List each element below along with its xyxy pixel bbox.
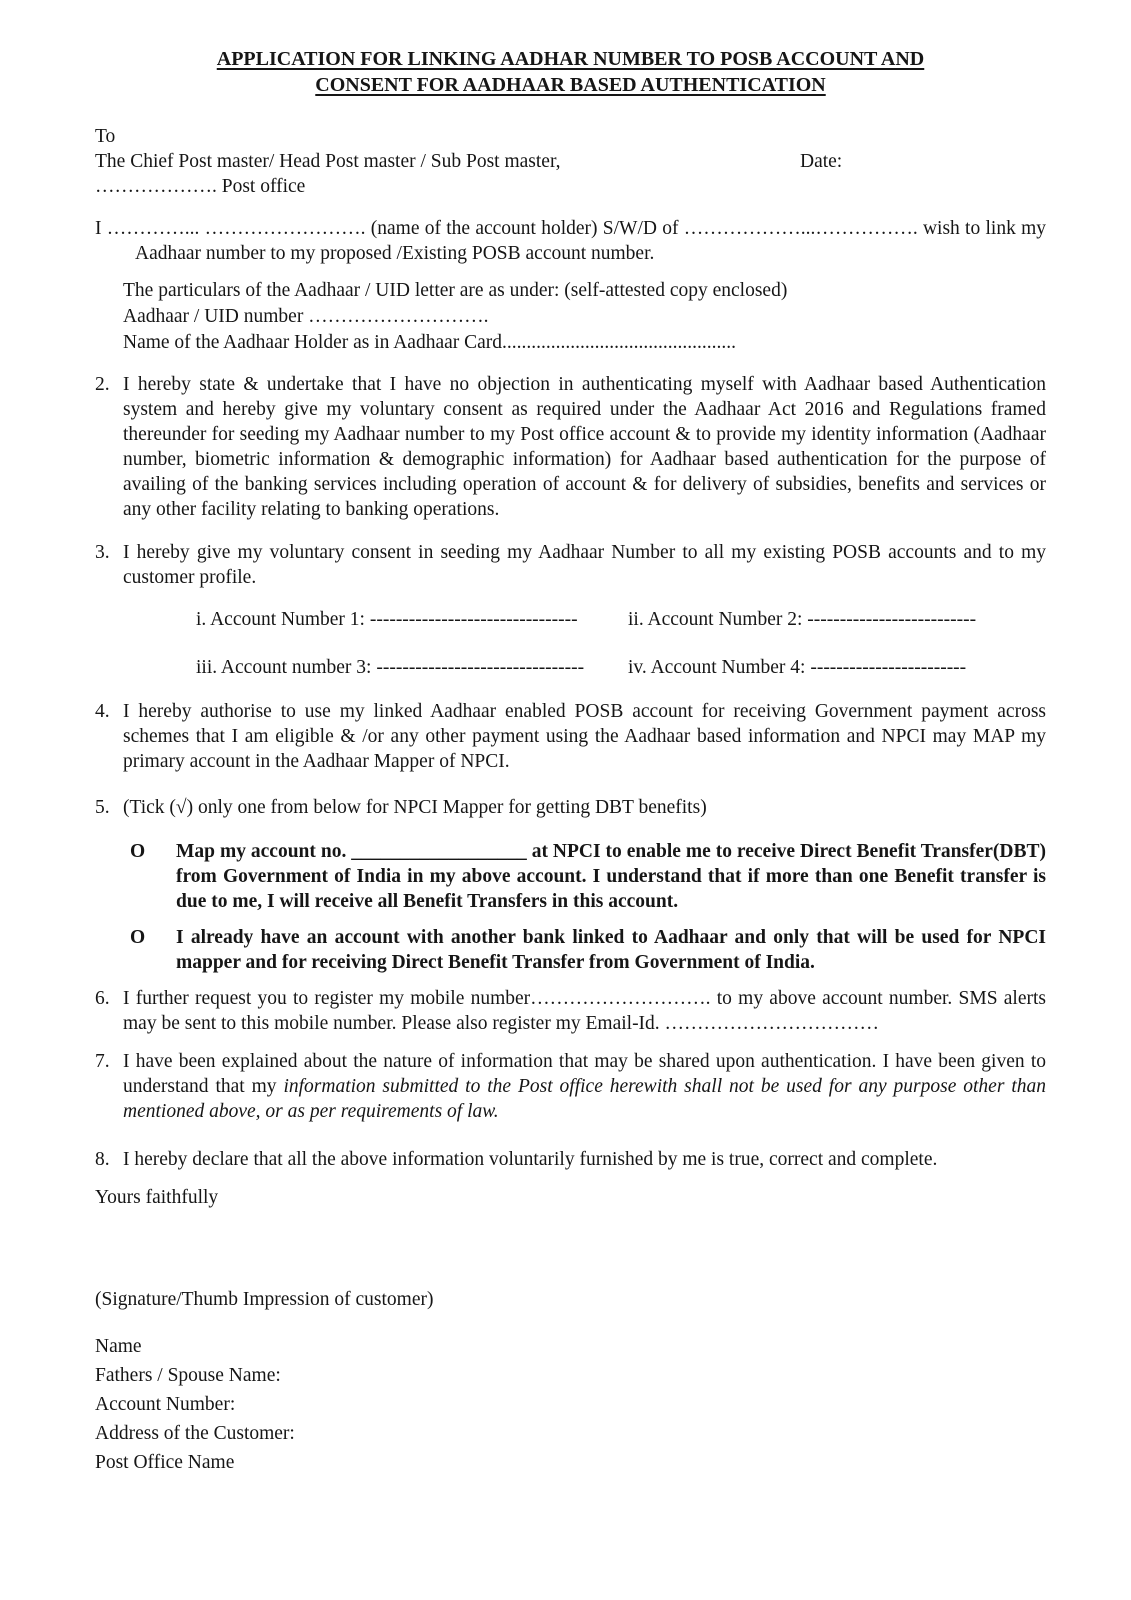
particulars-intro: The particulars of the Aadhaar / UID letter are as under: (self-attested copy enclosed) bbox=[123, 280, 788, 301]
clause-3-seeding-consent bbox=[95, 540, 1046, 590]
clause-1-account-holder: I …………... ……………………. (name of the account holder) S/W/D of ………………...……………. wish to link my Aadhaar number to my proposed /Existing POSB account number. bbox=[95, 218, 1046, 264]
form-title bbox=[95, 46, 1046, 98]
form-title-line1: APPLICATION FOR LINKING AADHAR NUMBER TO POSB ACCOUNT AND bbox=[216, 48, 925, 70]
account-number-2-field: ii. Account Number 2: -------------------------- bbox=[628, 609, 977, 630]
field-father-spouse-name: Fathers / Spouse Name: bbox=[95, 1365, 281, 1386]
account-numbers-row-2 bbox=[95, 655, 1046, 680]
clause-5-tick-instruction bbox=[95, 795, 1046, 820]
addressee-row bbox=[95, 149, 1046, 174]
clause-8-number: 8. bbox=[95, 1149, 110, 1170]
account-number-3-field: iii. Account number 3: -------------------------------- bbox=[196, 657, 585, 678]
clause-3-number: 3. bbox=[95, 542, 110, 563]
field-address-of-customer: Address of the Customer: bbox=[95, 1423, 295, 1444]
field-account-number: Account Number: bbox=[95, 1394, 236, 1415]
closing-yours-faithfully: Yours faithfully bbox=[95, 1187, 219, 1208]
clause-5-number: 5. bbox=[95, 797, 110, 818]
form-title-line2: CONSENT FOR AADHAAR BASED AUTHENTICATION bbox=[315, 74, 826, 96]
clause-2-number: 2. bbox=[95, 374, 110, 395]
clause-8-declaration bbox=[95, 1147, 1046, 1172]
clause-7-number: 7. bbox=[95, 1051, 110, 1072]
field-name: Name bbox=[95, 1336, 142, 1357]
post-office-blank-line: ………………. Post office bbox=[95, 176, 306, 197]
account-number-4-field: iv. Account Number 4: ------------------------ bbox=[628, 657, 967, 678]
to-label: To bbox=[95, 126, 116, 147]
clause-6-number: 6. bbox=[95, 988, 110, 1009]
clause-4-number: 4. bbox=[95, 701, 110, 722]
account-numbers-row-1 bbox=[95, 607, 1046, 632]
clause-2-consent-authentication bbox=[95, 372, 1046, 522]
clause-7-text-italic: information submitted to the Post office herewith shall not be used for any purpose other than mentioned above, or as per requirements of law. bbox=[123, 1076, 1046, 1122]
clause-7-text-normal: I have been explained about the nature of information that may be shared upon authentication. I have been given to understand that my bbox=[123, 1051, 1046, 1097]
customer-details-block bbox=[95, 1334, 1046, 1475]
npci-option-map-account bbox=[95, 839, 1046, 914]
option-1-text: Map my account no. __________________ at NPCI to enable me to receive Direct Benefit Transfer(DBT) from Government of India in my above account. I understand that if more than one Benefit transfer is due to me, I will receive all Benefit Transfers in this account. bbox=[176, 841, 1046, 912]
clause-2-text: I hereby state & undertake that I have no objection in authenticating myself with Aadhaar based Authentication system and hereby give my voluntary consent as required under the Aadhaar Act 2016 and Regulations framed thereunder for seeding my Aadhaar number to my Post office account & to provide my identity information (Aadhaar number, biometric information & demographic information) for Aadhaar based authentication for the purpose of availing of the banking services including operation of account & for delivery of subsidies, benefits and services or any other facility relating to banking operations. bbox=[123, 374, 1046, 520]
clause-8-text: I hereby declare that all the above information voluntarily furnished by me is true, correct and complete. bbox=[123, 1149, 938, 1170]
clause-6-mobile-email-registration bbox=[95, 986, 1046, 1036]
option-2-text: I already have an account with another bank linked to Aadhaar and only that will be used for NPCI mapper and for receiving Direct Benefit Transfer from Government of India. bbox=[176, 927, 1046, 973]
clause-3-text: I hereby give my voluntary consent in seeding my Aadhaar Number to all my existing POSB accounts and to my customer profile. bbox=[123, 542, 1046, 588]
signature-thumb-impression-caption: (Signature/Thumb Impression of customer) bbox=[95, 1289, 434, 1310]
option-2-tick-circle: O bbox=[130, 927, 146, 948]
clause-5-text: (Tick (√) only one from below for NPCI Mapper for getting DBT benefits) bbox=[123, 797, 707, 818]
date-label: Date: bbox=[800, 151, 843, 172]
clause-7-information-sharing bbox=[95, 1049, 1046, 1124]
clause-4-npci-authorisation bbox=[95, 699, 1046, 774]
clause-6-text: I further request you to register my mobile number………………………. to my above account number. SMS alerts may be sent to this mobile number. Please also register my Email-Id. …………………………… bbox=[123, 988, 1046, 1034]
addressee-text: The Chief Post master/ Head Post master / Sub Post master, bbox=[95, 151, 561, 172]
clause-4-text: I hereby authorise to use my linked Aadhaar enabled POSB account for receiving Government payment across schemes that I am eligible & /or any other payment using the Aadhaar based information and NPCI may MAP my primary account in the Aadhaar Mapper of NPCI. bbox=[123, 701, 1046, 772]
aadhaar-holder-name-line: Name of the Aadhaar Holder as in Aadhaar Card................................................ bbox=[123, 332, 737, 353]
option-1-tick-circle: O bbox=[130, 841, 146, 862]
letter-header bbox=[95, 124, 1046, 199]
field-post-office-name: Post Office Name bbox=[95, 1452, 235, 1473]
account-number-1-field: i. Account Number 1: -------------------------------- bbox=[196, 609, 578, 630]
npci-option-other-bank bbox=[95, 925, 1046, 975]
aadhaar-particulars-block bbox=[123, 278, 1046, 355]
aadhaar-uid-number-line: Aadhaar / UID number ………………………. bbox=[123, 306, 489, 327]
